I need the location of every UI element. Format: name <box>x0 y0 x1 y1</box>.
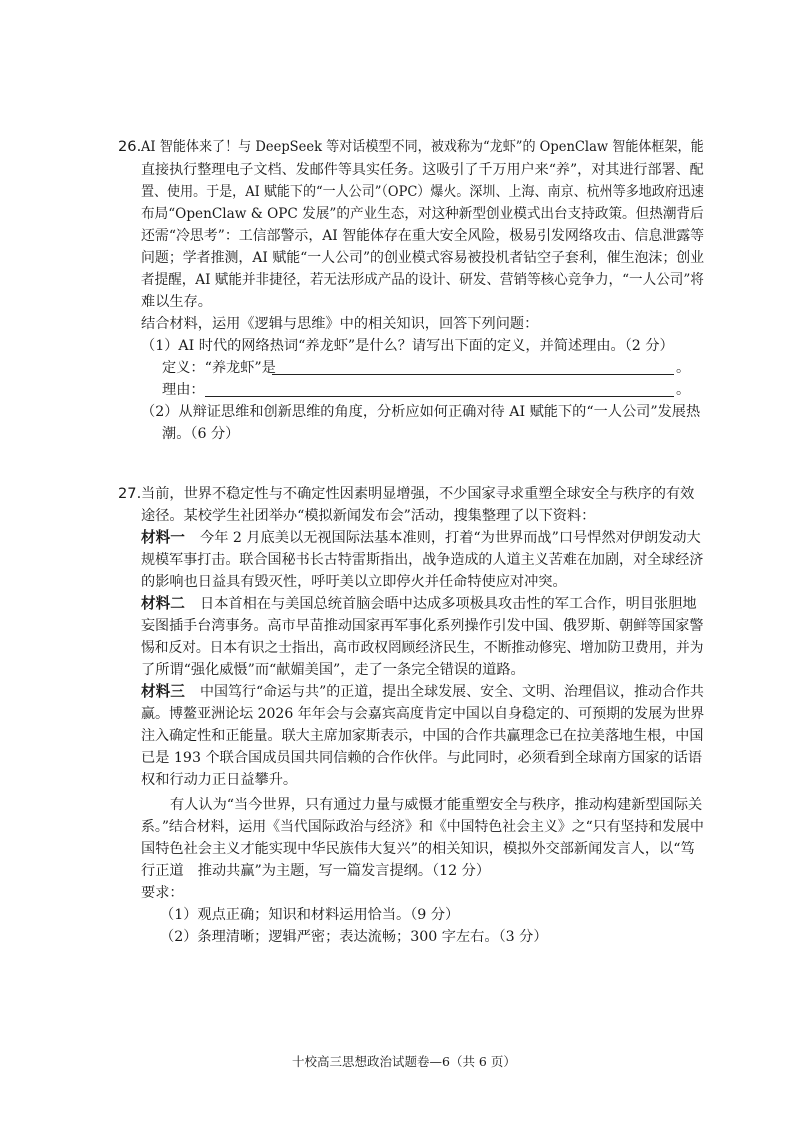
material-line: 今年 2 月底美以无视国际法基本准则，打着“为世界而战”口号悍然对伊朗发动大 <box>200 530 701 546</box>
material-line: 难以生存。 <box>141 294 212 310</box>
material-3-label: 材料三 <box>141 683 185 700</box>
task-line: 有人认为“当今世界，只有通过力量与威慑才能重塑安全与秩序，推动构建新型国际关 <box>170 797 703 813</box>
sub-question-1: （1）AI 时代的网络热词“养龙虾”是什么？请写出下面的定义，并简述理由。（2 分） <box>141 338 674 354</box>
material-line: 者提醒，AI 赋能并非捷径，若无法形成产品的设计、研发、营销等核心竞争力，“一人公司”将 <box>141 272 704 288</box>
material-line: 布局“OpenClaw & OPC 发展”的产业生态，对这种新型创业模式出台支持政策。但热潮背后 <box>141 206 704 222</box>
sub-question-2-cont: 潮。（6 分） <box>162 426 240 442</box>
question-number: 26. <box>118 138 142 155</box>
requirements-label: 要求： <box>141 885 184 901</box>
material-line: 日本首相在与美国总统首脑会晤中达成多项极具攻击性的军工合作，明目张胆地 <box>200 596 697 612</box>
reason-answer-blank[interactable] <box>205 396 674 397</box>
reason-label: 理由： <box>162 382 205 398</box>
task-line: 系。”结合材料，运用《当代国际政治与经济》和《中国特色社会主义》之“只有坚持和发展中 <box>141 819 704 835</box>
material-line: 权和行动力正日益攀升。 <box>141 772 298 788</box>
question-number: 27. <box>118 485 142 502</box>
question-instruction: 结合材料，运用《逻辑与思维》中的相关知识，回答下列问题： <box>141 316 539 332</box>
intro-line: 当前，世界不稳定性与不确定性因素明显增强，不少国家寻求重塑全球安全与秩序的有效 <box>141 486 695 502</box>
material-line: 注入确定性和正能量。联大主席加家斯表示，中国的合作共赢理念已在拉美落地生根，中国 <box>141 728 704 744</box>
requirement-1: （1）观点正确；知识和材料运用恰当。（9 分） <box>160 907 460 923</box>
material-line: 已是 193 个联合国成员国共同信赖的合作伙伴。与此同时，必须看到全球南方国家的话语 <box>141 750 703 766</box>
material-1-label: 材料一 <box>141 529 185 546</box>
material-line: 问题；学者推测，AI 赋能“一人公司”的创业模式容易被投机者钻空子套利，催生泡沫；创业 <box>141 250 705 266</box>
definition-answer-blank[interactable] <box>272 374 674 375</box>
material-line: 的影响也日益具有毁灭性，呼吁美以立即停火并任命特使应对冲突。 <box>141 574 567 590</box>
material-line: 惕和反对。日本有识之士指出，高市政权罔顾经济民生，不断推动修宪、增加防卫费用，并为 <box>141 640 704 656</box>
material-line: 赢。博鳌亚洲论坛 2026 年年会与会嘉宾高度肯定中国以自身稳定的、可预期的发展为世界 <box>141 706 705 722</box>
definition-label: 定义：“养龙虾”是 <box>162 360 276 376</box>
material-line: 还需“冷思考”：工信部警示，AI 智能体存在重大安全风险，极易引发网络攻击、信息泄露等 <box>141 228 705 244</box>
reason-period: 。 <box>676 382 691 398</box>
material-line: 规模军事打击。联合国秘书长古特雷斯指出，战争造成的人道主义苦难在加剧，对全球经济 <box>141 552 704 568</box>
material-line: 妄图插手台湾事务。高市早苗推动国家再军事化系列操作引发中国、俄罗斯、朝鲜等国家警 <box>141 618 704 634</box>
task-line: 行正道 推动共赢”为主题，写一篇发言提纲。（12 分） <box>141 863 491 879</box>
material-line: AI 智能体来了！与 DeepSeek 等对话模型不同，被戏称为“龙虾”的 OpenClaw 智能体框架，能 <box>141 139 704 155</box>
intro-line: 途径。某校学生社团举办“模拟新闻发布会”活动，搜集整理了以下资料： <box>141 508 596 524</box>
material-line: 置、使用。于是，AI 赋能下的“一人公司”（OPC）爆火。深圳、上海、南京、杭州等多地政府迅速 <box>141 184 704 200</box>
definition-period: 。 <box>676 360 691 376</box>
material-line: 直接执行整理电子文档、发邮件等具实任务。这吸引了千万用户来“养”，对其进行部署、配 <box>141 162 704 178</box>
sub-question-2: （2）从辩证思维和创新思维的角度，分析应如何正确对待 AI 赋能下的“一人公司”发展热 <box>141 404 701 420</box>
requirement-2: （2）条理清晰；逻辑严密；表达流畅；300 字左右。（3 分） <box>160 929 548 945</box>
task-line: 国特色社会主义才能实现中华民族伟大复兴”的相关知识，模拟外交部新闻发言人，以“笃 <box>141 841 695 857</box>
material-line: 了所谓“强化威慑”而“献媚美国”，走了一条完全错误的道路。 <box>141 662 525 678</box>
material-line: 中国笃行“命运与共”的正道，提出全球发展、安全、文明、治理倡议，推动合作共 <box>200 684 704 700</box>
page-footer: 十校高三思想政治试题卷—6（共 6 页） <box>292 1054 516 1069</box>
material-2-label: 材料二 <box>141 595 185 612</box>
